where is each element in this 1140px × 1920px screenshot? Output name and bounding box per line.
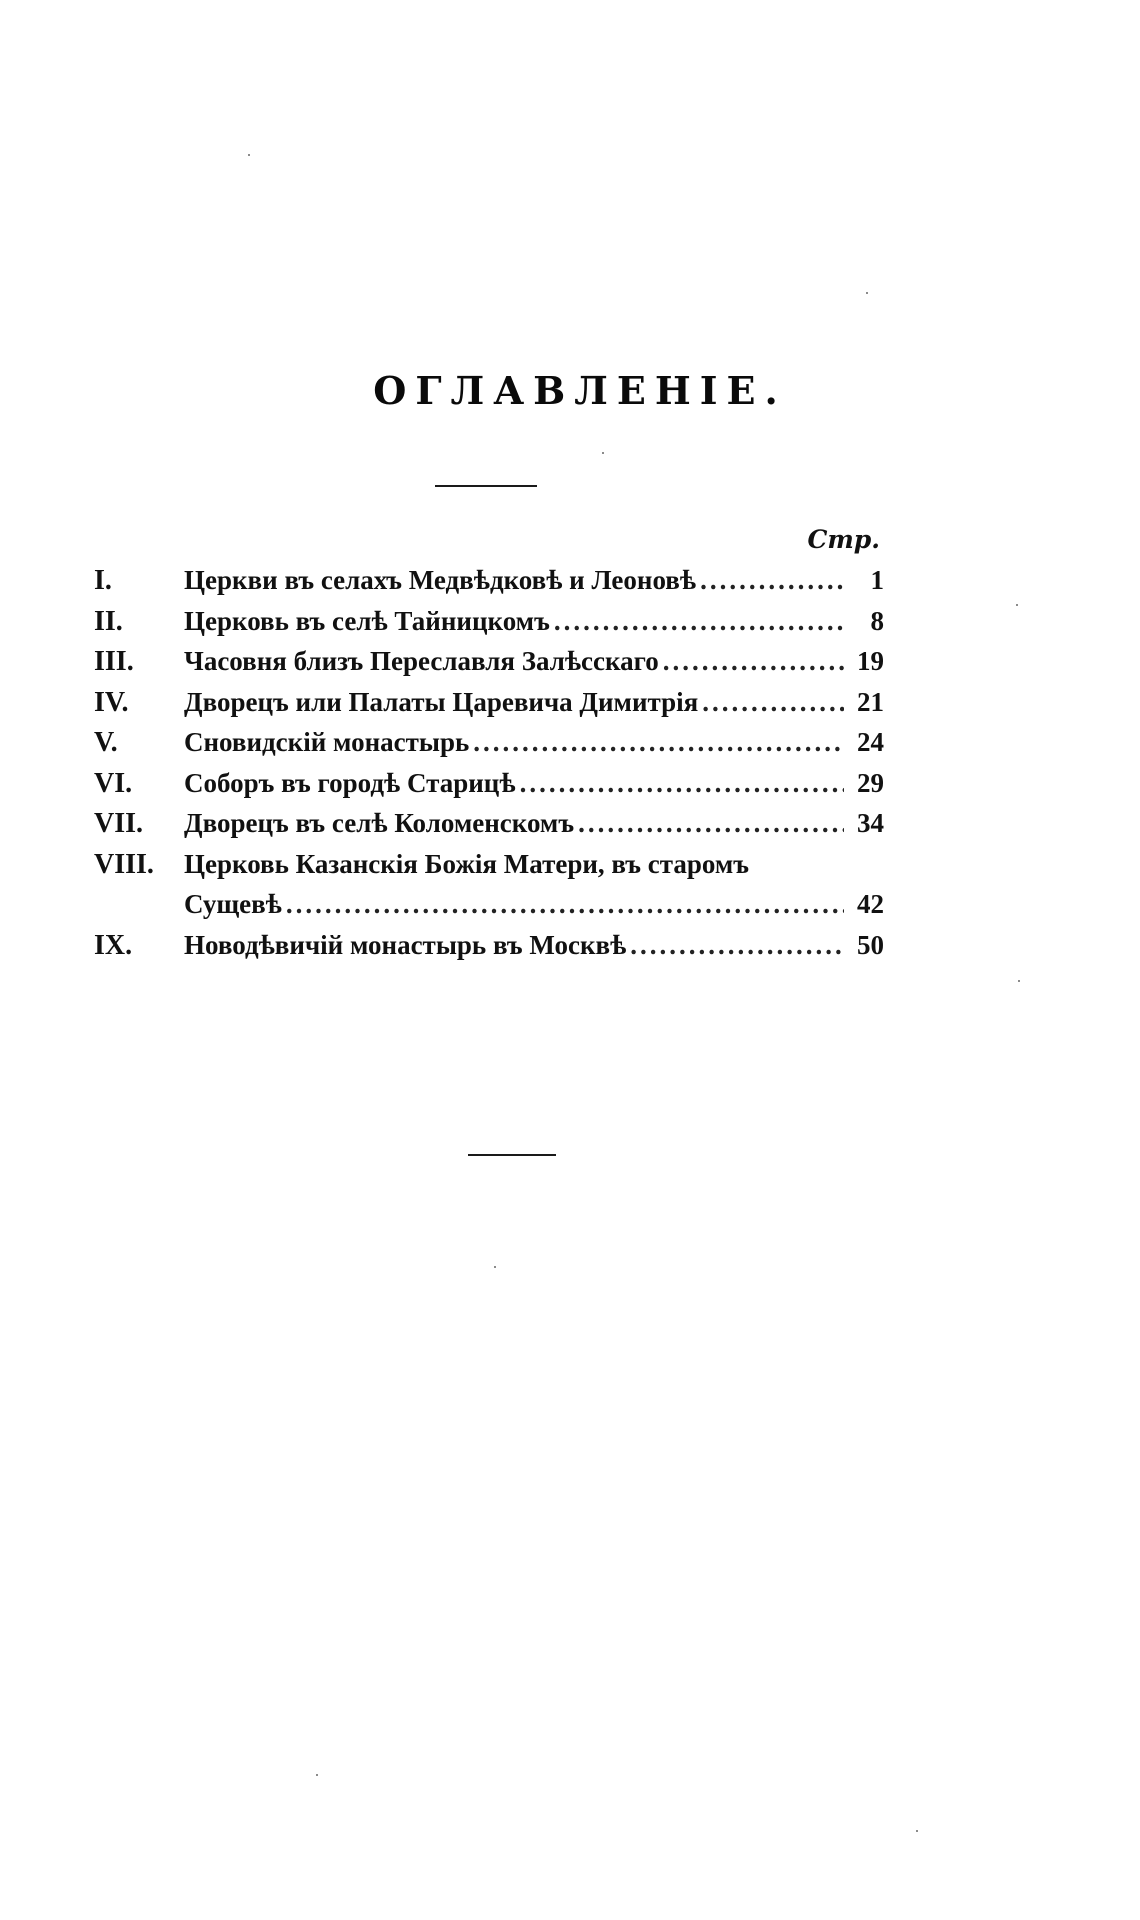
page-number: 42 — [857, 889, 884, 919]
page-number: 8 — [870, 605, 884, 636]
toc-entry — [94, 844, 884, 885]
toc-entry — [94, 560, 884, 601]
dot-leader — [698, 682, 844, 723]
page-number: 21 — [857, 686, 884, 717]
toc-entry — [94, 641, 884, 682]
dot-leader — [469, 722, 844, 763]
toc-entry-continuation — [94, 884, 884, 925]
table-of-contents — [94, 520, 884, 965]
dot-leader — [696, 560, 844, 601]
chapter-number: VIII. — [94, 848, 154, 880]
chapter-number: V. — [94, 727, 118, 758]
page-title: ОГЛАВЛЕНIЕ. — [373, 368, 787, 413]
toc-entry — [94, 925, 884, 966]
dot-leader — [626, 925, 844, 966]
chapter-title: Церковь Казанскiя Божiя Матери, въ старомъ — [184, 848, 749, 879]
dot-leader — [282, 884, 844, 925]
chapter-title: Церкви въ селахъ Медвѣдковѣ и Леоновѣ — [184, 565, 697, 595]
toc-entry — [94, 763, 884, 804]
page-number: 34 — [857, 808, 884, 838]
chapter-title: Соборъ въ городѣ Старицѣ — [184, 767, 516, 798]
chapter-number: VII. — [94, 808, 144, 839]
chapter-number: VI. — [94, 767, 133, 799]
page-number: 19 — [857, 646, 884, 676]
page-number: 24 — [857, 727, 884, 757]
chapter-title: Часовня близъ Переславля Залѣсскаго — [184, 646, 659, 676]
chapter-number: IV. — [94, 686, 129, 718]
chapter-title: Дворецъ въ селѣ Коломенскомъ — [184, 808, 575, 838]
toc-entry — [94, 803, 884, 844]
chapter-number: I. — [94, 565, 112, 596]
toc-entry — [94, 601, 884, 642]
page-number: 29 — [857, 767, 884, 798]
dot-leader — [574, 803, 844, 844]
toc-entry — [94, 682, 884, 723]
chapter-number: III. — [94, 646, 134, 677]
chapter-title: Дворецъ или Палаты Царевича Димитрiя — [184, 686, 699, 717]
dot-leader — [659, 641, 844, 682]
toc-entry — [94, 722, 884, 763]
top-divider — [435, 485, 537, 487]
page-column-header: Стр. — [807, 525, 880, 554]
chapter-number: II. — [94, 605, 123, 637]
chapter-title: Новодѣвичiй монастырь въ Москвѣ — [184, 929, 627, 960]
chapter-title: Сновидскiй монастырь — [184, 727, 470, 757]
page-number: 50 — [857, 929, 884, 960]
chapter-title-continuation: Сущевѣ — [184, 889, 282, 919]
bottom-divider — [468, 1154, 556, 1156]
dot-leader — [550, 601, 844, 642]
page-number: 1 — [870, 565, 884, 595]
chapter-title: Церковь въ селѣ Тайницкомъ — [184, 605, 550, 636]
chapter-number: IX. — [94, 929, 133, 961]
dot-leader — [516, 763, 844, 804]
